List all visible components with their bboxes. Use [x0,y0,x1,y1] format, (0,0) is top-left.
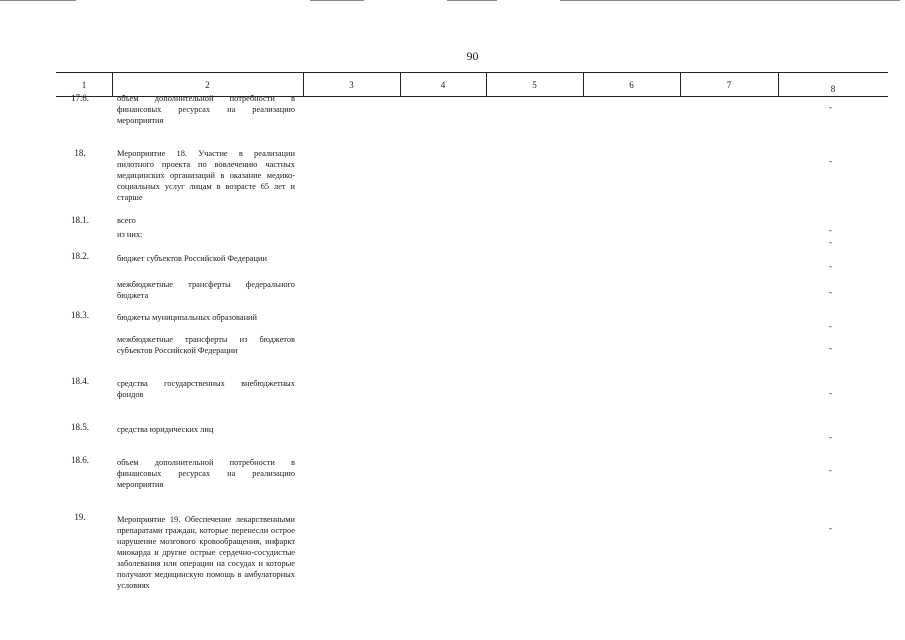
row-number: 19. [74,512,86,522]
row-text: межбюджетные трансферты федерального бюджета [117,280,295,300]
row-number: 18.5. [71,422,89,432]
header-cell-7: 7 [726,80,732,90]
row-value-dash: - [829,388,832,398]
row-value-dash: - [829,343,832,353]
row-number: 18.1. [71,215,89,225]
row-value-dash: - [829,432,832,442]
row-text: средства государственных внебюджетных фондов [117,379,295,399]
row-text: Мероприятие 18. Участие в реализации пилотного проекта по вовлечению частных медицинских организаций в оказание медико-социальных услуг лицам в возрасте 65 лет и старше [117,149,295,202]
table-top-border [56,72,888,73]
row-value-dash: - [829,261,832,271]
header-cell-4: 4 [440,80,446,90]
row-text: бюджет субъектов Российской Федерации [117,254,267,263]
row-text: средства юридических лиц [117,425,214,434]
row-number: 17.6. [71,93,89,103]
row-text: объем дополнительной потребности в финансовых ресурсах на реализацию мероприятия [117,458,295,489]
header-cell-5: 5 [532,80,537,90]
row-value-dash: - [829,156,832,166]
row-number: 18. [74,148,86,158]
header-cell-8: 8 [830,84,836,94]
row-text: из них: [117,230,143,239]
header-cell-3: 3 [349,80,354,90]
header-cell-6: 6 [629,80,634,90]
row-text: всего [117,216,136,225]
row-number: 18.3. [71,310,89,320]
row-number: 18.2. [71,251,89,261]
row-value-dash: - [829,102,832,112]
row-number: 18.4. [71,376,89,386]
row-value-dash: - [829,321,832,331]
row-value-dash: - [829,523,832,533]
row-text: Мероприятие 19. Обеспечение лекарственными препаратами граждан, которые перенесли острое нарушение мозгового кровообращения, инфаркт миокарда и другие острые сердечно-сосудистые заболевания или операции на сосудах и которые получают медицинскую помощь в амбулаторных условиях [117,515,295,590]
row-value-dash: - [829,287,832,297]
row-number: 18.6. [71,455,89,465]
row-text: бюджеты муниципальных образований [117,313,258,322]
row-text: межбюджетные трансферты из бюджетов субъектов Российской Федерации [117,335,295,355]
row-text: объем дополнительной потребности в финансовых ресурсах на реализацию мероприятия [117,94,295,125]
row-value-dash: - [829,237,832,247]
row-value-dash: - [829,225,832,235]
row-value-dash: - [829,465,832,475]
header-cell-2: 2 [205,80,210,90]
header-cell-1: 1 [81,80,87,90]
page-number: 90 [466,49,479,63]
